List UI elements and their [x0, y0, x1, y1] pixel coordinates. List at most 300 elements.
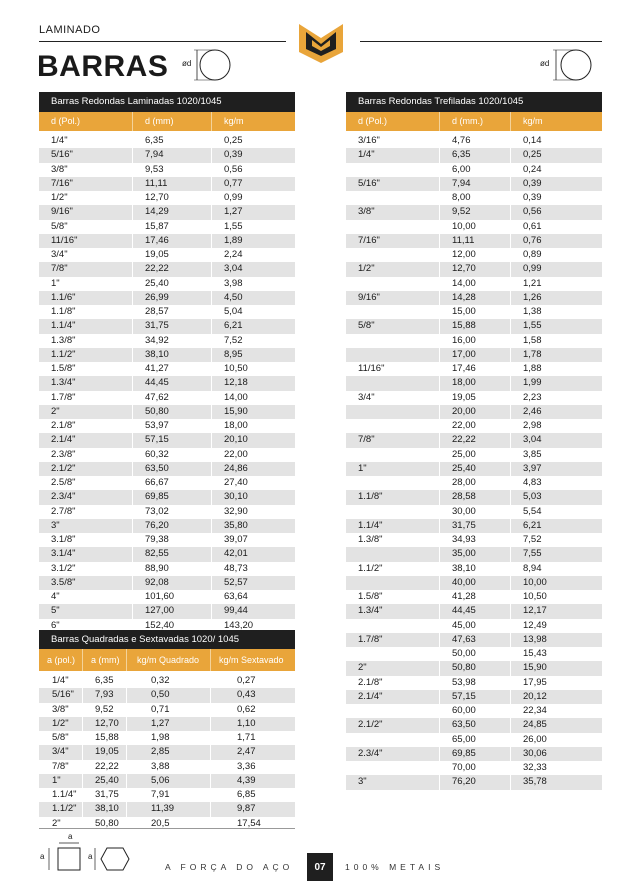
table-cell: 1,99 [523, 377, 542, 389]
table-cell: 25,40 [133, 277, 212, 291]
table-cell: 88,90 [133, 562, 212, 576]
table-cell: 1.5/8" [39, 362, 133, 376]
table-row [346, 348, 602, 362]
table-row [39, 248, 295, 262]
table-cell [346, 547, 440, 561]
table-cell: 0,50 [127, 688, 211, 702]
footer-slogan: A FORÇA DO AÇO [165, 862, 294, 872]
table-cell: 2,98 [523, 420, 542, 431]
table-cell: 25,40 [83, 774, 127, 788]
table-row [39, 234, 295, 248]
column-header-row [39, 112, 295, 131]
table-row [39, 334, 295, 348]
table-cell: 44,45 [440, 604, 511, 618]
table-row [346, 505, 602, 519]
table-cell: 19,05 [83, 745, 127, 759]
table-cell: 47,62 [133, 391, 212, 405]
table-cell: 1.1/8" [39, 305, 133, 319]
table-row [346, 148, 602, 162]
table-row [346, 134, 602, 148]
table-title: Barras Redondas Trefiladas 1020/1045 [346, 92, 602, 112]
column-header: a (mm) [83, 649, 127, 671]
table-row [39, 533, 295, 547]
table-cell: 17,46 [133, 234, 212, 248]
table-cell: 3.5/8" [39, 576, 133, 590]
table-row [346, 305, 602, 319]
table-cell: 7,93 [83, 688, 127, 702]
table-cell: 9,52 [440, 205, 511, 219]
table-row [346, 647, 602, 661]
table-cell: 1,88 [523, 363, 542, 374]
table-row [39, 305, 295, 319]
table-row [346, 476, 602, 490]
table-cell: 12,70 [440, 262, 511, 276]
table-cell [346, 647, 440, 661]
table-cell: 3.1/2" [39, 562, 133, 576]
table-cell: 12,17 [523, 605, 547, 617]
table-cell: 12,49 [523, 619, 547, 631]
table-row [39, 262, 295, 276]
table-cell: 5,03 [523, 491, 542, 503]
table-cell [346, 334, 440, 348]
header-rule-left [39, 41, 286, 42]
column-header: kg/m [224, 116, 244, 126]
table-row [39, 802, 295, 816]
table-cell: 2.1/2" [346, 718, 440, 732]
table-row [346, 704, 602, 718]
table-cell: 3,85 [523, 448, 542, 460]
table-cell: 7,94 [133, 148, 212, 162]
table-cell: 12,70 [133, 191, 212, 205]
table-row [346, 462, 602, 476]
table-row [346, 191, 602, 205]
table-cell: 14,29 [133, 205, 212, 219]
table-cell: 0,89 [523, 249, 542, 260]
table-cell: 57,15 [133, 433, 212, 447]
column-header: a (pol.) [39, 649, 83, 671]
table-cell: 28,57 [133, 305, 212, 319]
table-cell [346, 704, 440, 718]
column-header: kg/m [523, 116, 543, 126]
table-row [346, 391, 602, 405]
table-cell: 20,12 [523, 690, 547, 702]
table-cell: 12,00 [440, 248, 511, 262]
table-cell: 5/16" [39, 688, 83, 702]
table-row [39, 547, 295, 561]
table-cell: 73,02 [133, 505, 212, 519]
table-row [346, 490, 602, 504]
round-drawn-table [346, 92, 602, 790]
table-row [346, 761, 602, 775]
table-cell: 1,21 [523, 277, 542, 289]
table-cell: 1.1/2" [39, 348, 133, 362]
table-cell: 4,83 [523, 477, 542, 488]
table-row [346, 590, 602, 604]
round-laminated-table [39, 92, 295, 633]
table-row [346, 405, 602, 419]
table-cell: 143,20 [224, 619, 254, 631]
table-cell: 3/4" [39, 745, 83, 759]
table-cell: 7/16" [346, 234, 440, 248]
table-row [39, 419, 295, 433]
table-cell: 0,39 [523, 192, 542, 203]
table-row [346, 362, 602, 376]
table-cell: 38,10 [133, 348, 212, 362]
table-cell: 2.5/8" [39, 476, 133, 490]
table-cell: 1" [39, 277, 133, 291]
table-cell: 1.1/4" [346, 519, 440, 533]
table-row [346, 220, 602, 234]
table-cell: 69,85 [133, 490, 212, 504]
table-row [39, 191, 295, 205]
table-cell: 17,54 [237, 817, 261, 829]
table-cell: 7,52 [523, 534, 542, 545]
table-cell: 57,15 [440, 690, 511, 704]
table-cell: 63,50 [133, 462, 212, 476]
table-cell: 5/16" [39, 148, 133, 162]
table-cell: 22,22 [440, 433, 511, 447]
table-cell: 1,78 [523, 348, 542, 360]
table-cell: 1.1/6" [39, 291, 133, 305]
table-cell: 5/8" [39, 731, 83, 745]
round-bar-diameter-icon [182, 47, 238, 83]
table-cell: 28,58 [440, 490, 511, 504]
table-cell: 0,71 [127, 703, 211, 717]
table-cell: 60,32 [133, 448, 212, 462]
table-cell: 1/2" [39, 717, 83, 731]
table-row [39, 348, 295, 362]
table-cell: 13,98 [523, 633, 547, 645]
table-cell: 16,00 [440, 334, 511, 348]
table-row [346, 547, 602, 561]
table-cell: 2.1/2" [39, 462, 133, 476]
table-cell: 2,23 [523, 391, 542, 403]
table-cell: 32,33 [523, 762, 547, 773]
table-cell: 1.5/8" [346, 590, 440, 604]
table-cell: 2,46 [523, 405, 542, 417]
table-cell: 25,00 [440, 448, 511, 462]
table-row [346, 319, 602, 333]
diameter-label: ød [182, 59, 192, 68]
round-bar-diameter-icon-right [540, 47, 600, 83]
table-cell: 0,77 [224, 177, 243, 189]
table-cell: 6,21 [523, 519, 542, 531]
table-row [346, 562, 602, 576]
table-cell: 3,98 [224, 277, 243, 289]
table-cell: 5,04 [224, 306, 243, 317]
table-cell: 0,99 [523, 263, 542, 275]
table-cell: 52,57 [224, 576, 248, 588]
table-cell: 0,99 [224, 192, 243, 203]
table-cell: 25,40 [440, 462, 511, 476]
table-cell: 18,00 [440, 376, 511, 390]
table-cell: 1,71 [237, 732, 256, 743]
table-cell: 1.1/2" [346, 562, 440, 576]
column-header-row [346, 112, 602, 131]
table-cell [346, 191, 440, 205]
table-row [39, 788, 295, 802]
table-cell: 20,5 [127, 817, 211, 831]
table-cell: 69,85 [440, 747, 511, 761]
table-row [39, 590, 295, 604]
table-cell: 2" [346, 661, 440, 675]
table-cell: 10,50 [224, 363, 248, 374]
table-cell [346, 305, 440, 319]
table-cell: 15,88 [83, 731, 127, 745]
table-cell: 99,44 [224, 605, 248, 617]
table-row [39, 604, 295, 618]
table-cell [346, 476, 440, 490]
table-cell: 15,90 [224, 405, 248, 417]
table-cell: 7/8" [39, 262, 133, 276]
table-cell: 24,85 [523, 719, 547, 731]
dimension-label: a [88, 852, 93, 861]
table-cell: 9/16" [346, 291, 440, 305]
table-row [39, 405, 295, 419]
table-row [39, 703, 295, 717]
table-cell: 7,94 [440, 177, 511, 191]
square-hex-section-icon [39, 832, 139, 876]
table-cell: 35,80 [224, 519, 248, 531]
table-cell: 41,28 [440, 590, 511, 604]
table-body [346, 134, 602, 790]
table-cell: 3,36 [237, 760, 256, 772]
table-row [346, 177, 602, 191]
table-cell: 47,63 [440, 633, 511, 647]
column-header: d (mm.) [440, 112, 511, 131]
table-cell: 31,75 [133, 319, 212, 333]
table-cell: 1,10 [237, 717, 256, 729]
table-cell: 2.7/8" [39, 505, 133, 519]
table-cell: 6,35 [440, 148, 511, 162]
table-cell: 1/4" [346, 148, 440, 162]
table-cell: 3,97 [523, 462, 542, 474]
table-cell: 15,00 [440, 305, 511, 319]
table-row [39, 774, 295, 788]
table-cell: 17,95 [523, 676, 547, 688]
table-cell: 4" [39, 590, 133, 604]
page-title: BARRAS [37, 50, 169, 83]
table-cell: 152,40 [133, 619, 212, 633]
table-cell: 2,85 [127, 745, 211, 759]
table-cell: 8,95 [224, 348, 243, 360]
table-cell: 2.1/8" [39, 419, 133, 433]
table-cell: 3/4" [346, 391, 440, 405]
table-cell: 32,90 [224, 505, 248, 517]
table-cell: 53,97 [133, 419, 212, 433]
table-row [39, 134, 295, 148]
table-cell: 20,00 [440, 405, 511, 419]
table-cell: 1,27 [127, 717, 211, 731]
table-cell: 26,00 [523, 733, 547, 745]
table-row [346, 619, 602, 633]
table-row [346, 376, 602, 390]
column-header: d (mm) [133, 112, 212, 131]
table-row [39, 448, 295, 462]
table-cell: 1/4" [39, 674, 83, 688]
table-cell: 38,10 [440, 562, 511, 576]
table-row [39, 319, 295, 333]
table-row [346, 733, 602, 747]
table-cell: 5,06 [127, 774, 211, 788]
table-cell: 11/16" [39, 234, 133, 248]
table-cell: 4,50 [224, 291, 243, 303]
table-cell: 127,00 [133, 604, 212, 618]
table-cell: 1.7/8" [39, 391, 133, 405]
table-cell: 3,88 [127, 760, 211, 774]
table-cell: 76,20 [133, 519, 212, 533]
table-cell: 3" [346, 775, 440, 789]
table-cell: 2,47 [237, 746, 256, 758]
table-cell [346, 448, 440, 462]
table-cell [346, 761, 440, 775]
table-cell: 1.3/8" [39, 334, 133, 348]
table-cell: 6,00 [440, 163, 511, 177]
table-cell: 42,01 [224, 548, 248, 560]
table-row [39, 505, 295, 519]
table-cell: 12,70 [83, 717, 127, 731]
table-cell: 79,38 [133, 533, 212, 547]
table-title: Barras Quadradas e Sextavadas 1020/ 1045 [39, 630, 295, 649]
table-cell: 45,00 [440, 619, 511, 633]
table-cell: 50,80 [83, 817, 127, 831]
table-row [39, 490, 295, 504]
table-row [39, 205, 295, 219]
table-cell: 9,53 [133, 163, 212, 177]
table-cell: 3,04 [224, 263, 243, 275]
table-cell: 31,75 [440, 519, 511, 533]
table-cell: 101,60 [133, 590, 212, 604]
table-cell: 3.1/4" [39, 547, 133, 561]
table-cell: 6,35 [133, 134, 212, 148]
header-rule-right [360, 41, 602, 42]
table-cell: 0,24 [523, 163, 542, 175]
table-cell: 0,32 [127, 674, 211, 688]
table-cell: 7/16" [39, 177, 133, 191]
table-cell: 3.1/8" [39, 533, 133, 547]
table-row [346, 519, 602, 533]
square-hex-table [39, 630, 295, 831]
footer-brand: 100% METAIS [345, 862, 445, 872]
table-cell: 9,52 [83, 703, 127, 717]
table-cell: 40,00 [440, 576, 511, 590]
table-cell: 10,00 [440, 220, 511, 234]
table-row [39, 717, 295, 731]
table-cell: 19,05 [440, 391, 511, 405]
table-row [346, 262, 602, 276]
table-cell: 8,00 [440, 191, 511, 205]
table-row [346, 163, 602, 177]
table-cell: 0,39 [224, 149, 243, 161]
table-cell: 76,20 [440, 775, 511, 789]
table-cell: 38,10 [83, 802, 127, 816]
table-row [39, 731, 295, 745]
table-cell: 0,27 [237, 675, 256, 686]
table-cell: 3" [39, 519, 133, 533]
table-cell: 1,27 [224, 206, 243, 218]
table-cell: 10,50 [523, 591, 547, 602]
diameter-label-right: ød [540, 59, 550, 68]
table-cell: 2" [39, 817, 83, 831]
table-cell: 11,11 [133, 177, 212, 191]
table-row [39, 745, 295, 759]
table-cell: 0,61 [523, 220, 542, 232]
table-row [346, 234, 602, 248]
table-cell: 1.3/4" [346, 604, 440, 618]
table-cell: 6,85 [237, 789, 256, 800]
table-row [39, 476, 295, 490]
table-cell: 65,00 [440, 733, 511, 747]
table-row [346, 718, 602, 732]
table-cell: 2.3/4" [39, 490, 133, 504]
table-cell: 50,80 [133, 405, 212, 419]
divider [39, 828, 295, 829]
column-header: kg/m Sextavado [219, 655, 284, 665]
table-cell [346, 619, 440, 633]
table-cell: 34,93 [440, 533, 511, 547]
table-cell: 11,39 [127, 802, 211, 816]
table-cell: 9/16" [39, 205, 133, 219]
table-cell: 30,10 [224, 491, 248, 503]
table-row [346, 676, 602, 690]
table-cell: 2.1/4" [39, 433, 133, 447]
table-cell: 15,90 [523, 662, 547, 674]
table-cell: 1,98 [127, 731, 211, 745]
table-cell: 50,00 [440, 647, 511, 661]
table-cell: 7,55 [523, 548, 542, 560]
table-cell: 1,55 [523, 320, 542, 332]
table-cell: 92,08 [133, 576, 212, 590]
table-row [39, 376, 295, 390]
table-cell: 35,00 [440, 547, 511, 561]
column-header: d (Pol.) [346, 112, 440, 131]
table-cell: 26,99 [133, 291, 212, 305]
table-cell: 3/4" [39, 248, 133, 262]
table-row [39, 760, 295, 774]
table-row [346, 433, 602, 447]
table-cell: 2.3/8" [39, 448, 133, 462]
table-cell: 14,00 [440, 277, 511, 291]
table-cell: 22,00 [440, 419, 511, 433]
table-body [39, 134, 295, 633]
table-cell: 2" [39, 405, 133, 419]
table-cell: 0,25 [224, 135, 243, 146]
table-cell: 7,91 [127, 788, 211, 802]
table-cell [346, 405, 440, 419]
table-cell: 0,56 [224, 163, 243, 175]
table-cell: 53,98 [440, 676, 511, 690]
table-cell: 1.1/4" [39, 319, 133, 333]
table-row [39, 576, 295, 590]
table-cell: 1.3/8" [346, 533, 440, 547]
table-cell: 12,18 [224, 377, 248, 389]
table-row [39, 291, 295, 305]
table-cell: 1/2" [39, 191, 133, 205]
table-cell: 5,54 [523, 505, 542, 517]
table-cell: 14,00 [224, 391, 248, 403]
table-cell: 1,55 [224, 220, 243, 232]
table-cell: 6" [39, 619, 133, 633]
table-cell: 1.1/2" [39, 802, 83, 816]
table-cell: 1,89 [224, 234, 243, 246]
table-row [346, 334, 602, 348]
brand-logo-icon [296, 22, 346, 64]
table-cell: 1/2" [346, 262, 440, 276]
table-row [39, 391, 295, 405]
table-cell: 0,56 [523, 206, 542, 218]
table-cell: 22,00 [224, 448, 248, 460]
table-cell: 15,87 [133, 220, 212, 234]
